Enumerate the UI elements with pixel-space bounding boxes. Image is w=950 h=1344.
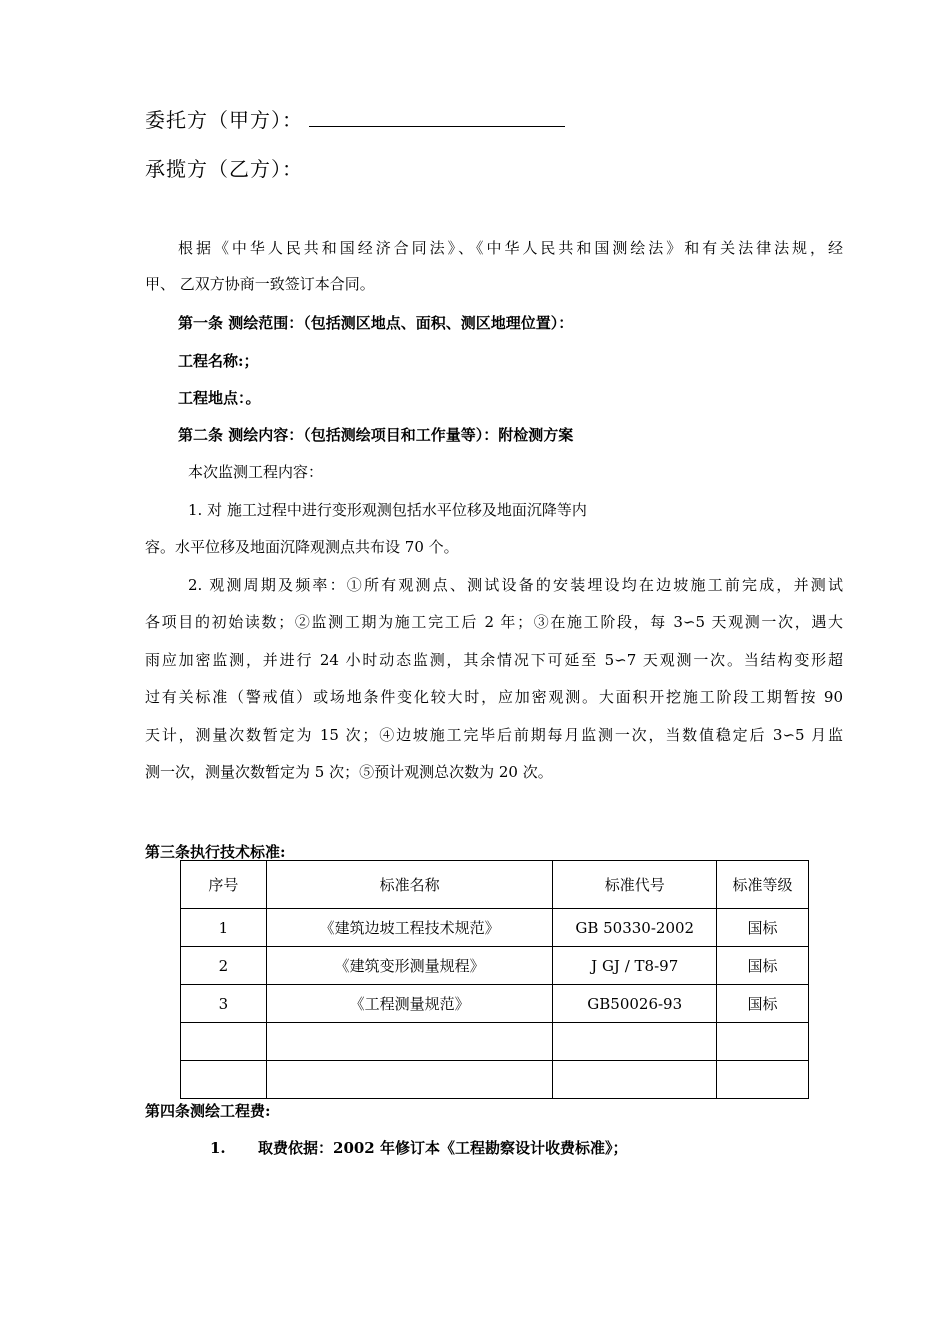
table-cell: GB 50330-2002: [553, 909, 717, 947]
contractor-label: 承揽方（乙方）：: [145, 157, 303, 181]
article4-item1-text: 取费依据：2002 年修订本《工程勘察设计收费标准》；: [258, 1139, 628, 1157]
item2-line: 测一次，测量次数暂定为 5 次；⑤预计观测总次数为 20 次。: [145, 763, 553, 781]
table-cell: [181, 1023, 267, 1061]
table-row: [181, 947, 809, 985]
table-cell: [553, 1023, 717, 1061]
table-cell: 国标: [717, 947, 809, 985]
table-row: [181, 909, 809, 947]
table-cell: 《建筑变形测量规程》: [266, 947, 552, 985]
table-header-cell: 标准代号: [553, 861, 717, 909]
item2-line: 过有关标准（警戒值）或场地条件变化较大时，应加密观测。大面积开挖施工阶段工期暂按 90: [145, 688, 843, 706]
contractor-party-line: [145, 153, 303, 182]
article3-title: 第三条执行技术标准:: [145, 843, 286, 861]
table-cell: 国标: [717, 985, 809, 1023]
table-header-cell: 标准等级: [717, 861, 809, 909]
table-cell: [266, 1061, 552, 1099]
table-row: [181, 985, 809, 1023]
item2-line: 天计，测量次数暂定为 15 次；④边坡施工完毕后前期每月监测一次，当数值稳定后 3∽5 月监: [145, 726, 843, 744]
client-party-line: [145, 104, 565, 133]
table-header-cell: 序号: [181, 861, 267, 909]
article4-item1-number: 1.: [210, 1139, 226, 1157]
item1-line-2: 容。水平位移及地面沉降观测点共布设 70 个。: [145, 538, 459, 556]
table-cell: [181, 1061, 267, 1099]
intro-line-2: 甲、 乙双方协商一致签订本合同。: [145, 275, 375, 293]
table-cell: [553, 1061, 717, 1099]
table-cell: 国标: [717, 909, 809, 947]
project-name: 工程名称:；: [178, 352, 259, 370]
table-cell: J GJ / T8-97: [553, 947, 717, 985]
table-cell: [717, 1061, 809, 1099]
table-row: [181, 1023, 809, 1061]
project-location: 工程地点：。: [178, 389, 261, 407]
client-label: 委托方（甲方）：: [145, 108, 303, 132]
intro-line-1: 根据《中华人民共和国经济合同法》、《中华人民共和国测绘法》和有关法律法规，经: [178, 239, 843, 257]
table-header-cell: 标准名称: [266, 861, 552, 909]
item2-line: 雨应加密监测，并进行 24 小时动态监测，其余情况下可延至 5∽7 天观测一次。当结构变形超: [145, 651, 843, 669]
article2-title: 第二条 测绘内容：（包括测绘项目和工作量等）：附检测方案: [178, 426, 574, 444]
table-cell: 3: [181, 985, 267, 1023]
table-cell: [266, 1023, 552, 1061]
item2-line: 各项目的初始读数；②监测工期为施工完工后 2 年；③在施工阶段，每 3∽5 天观测一次，遇大: [145, 613, 843, 631]
item2-line: 2. 观测周期及频率：①所有观测点、测试设备的安装埋设均在边坡施工前完成，并测试: [188, 576, 843, 594]
standards-table: [180, 860, 809, 1099]
table-cell: 《工程测量规范》: [266, 985, 552, 1023]
table-cell: GB50026-93: [553, 985, 717, 1023]
client-blank-underline: [309, 108, 565, 127]
table-row: [181, 1061, 809, 1099]
article1-title: 第一条 测绘范围：（包括测区地点、面积、测区地理位置）：: [178, 314, 574, 332]
table-cell: 2: [181, 947, 267, 985]
article4-title: 第四条测绘工程费:: [145, 1102, 271, 1120]
table-cell: 《建筑边坡工程技术规范》: [266, 909, 552, 947]
item1-line-1: 1. 对 施工过程中进行变形观测包括水平位移及地面沉降等内: [188, 501, 587, 519]
table-cell: [717, 1023, 809, 1061]
table-cell: 1: [181, 909, 267, 947]
article2-subtitle: 本次监测工程内容：: [188, 463, 324, 481]
table-header-row: [181, 861, 809, 909]
